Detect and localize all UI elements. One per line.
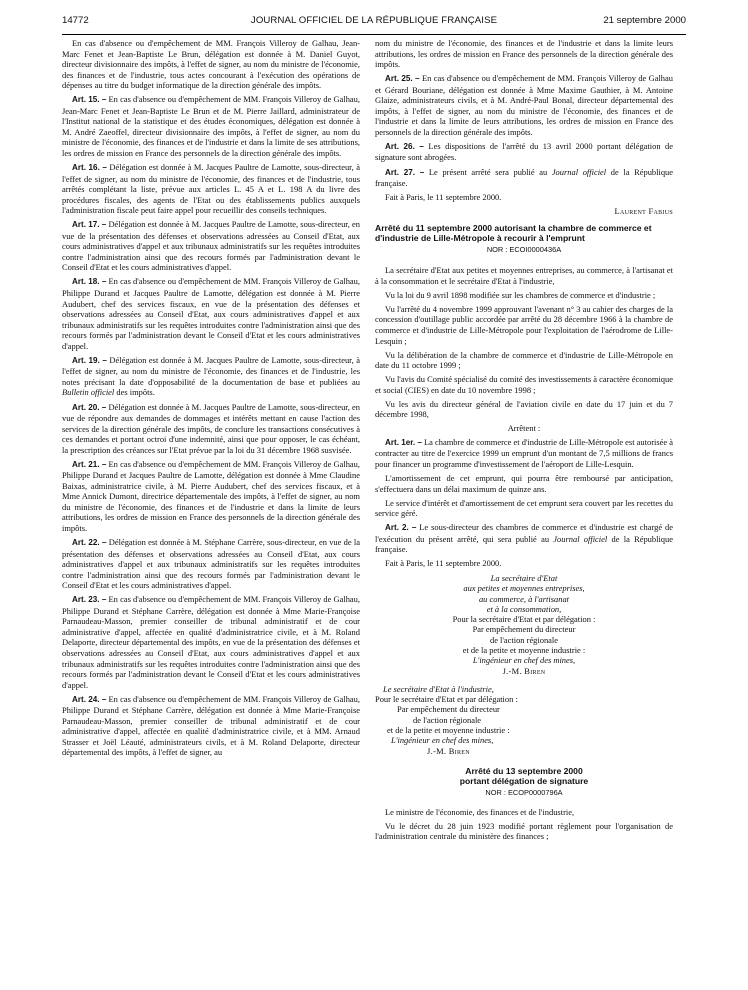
decree-article-2 [375,522,673,555]
article-text: Délégation est donnée à M. Jacques Paultre de Lamotte, sous-directeur, à l'effet de signer, au nom du ministre de l'économie, des finances et de l'industrie, tous arrêtés complétant la liste, prévue aux articles L. 45 A et L. 198 A du livre des procédures fiscales, des agents de l'Etat ou des établissements publics auxquels l'administration fiscale peut faire appel pour recueillir des conseils techniques. [62,162,360,216]
page-header [62,12,686,35]
signature-line: au commerce, à l'artisanat [478,593,570,604]
article-16 [62,162,360,216]
signature-block-2 [375,684,673,756]
article-26 [375,141,673,163]
decree-title [375,766,673,786]
article-text: Le présent arrêté sera publié au [424,166,552,177]
article-label: Art. 16. – [72,163,107,173]
article-text: Délégation est donnée à M. Jacques Paultre de Lamotte, sous-directeur, en vue de répondre aux demandes de dommages et intérêts mettant en cause l'action des services de la direction générale des impôts, de conclure les transactions consécutives à ces demandes et portant octroi d'une indemnité, ainsi que pour opposer, le cas échéant, la prescription des créances sur l'Etat prévue par la loi du 31 décembre 1968 susvisée. [62,401,360,455]
article-21 [62,459,360,534]
article-text: Les dispositions de l'arrêté du 13 avril 2000 portant délégation de signature sont abrogées. [375,140,673,163]
nor-reference: NOR : ECOI0000436A [486,244,562,254]
article-15 [62,94,360,158]
article-text: En cas d'absence ou d'empêchement de MM. François Villeroy de Galhau, Philippe Durand et Stéphane Carrère, délégation est donnée à Mme Marie-Françoise Parnaudeau-Masson, premier conseiller de tribunal administratif et de cour administrative d'appel, affectée en qualité d'administratrice civile, et à MM. Arnaud Strasser et Joël Léauté, administrateurs civils, et à M. Roland Delaporte, directeur départemental des impôts, à l'effet de signer, au [62,693,360,758]
signatory-name: J.-M. Biren [427,745,470,756]
article-label: Art. 24. – [72,694,107,704]
article-24 [62,694,360,758]
article-text: Délégation est donnée à M. Stéphane Carrère, sous-directeur, en vue de la présentation des défenses et observations adressées au Conseil d'Etat, aux cours administratives d'appel et aux tribunaux administratifs sur les requêtes introduites contre l'administration ainsi que des recours formés par l'administration devant le Conseil d'Etat et les cours administratives d'appel. [62,537,360,591]
signature-line: et de la petite et moyenne industrie : [462,645,586,655]
signature-line: Par empêchement du directeur [472,624,576,635]
signature-line: Par empêchement du directeur [397,704,500,715]
signature-line: aux petites et moyennes entreprises, [463,583,585,594]
paragraph: Vu l'avis du Comité spécialisé du comité des investissements à caractère économique et social (CIES) en date du 10 novembre 1998 ; [375,374,673,395]
article-label: Art. 23. – [72,595,107,605]
paragraph: Vu l'arrêté du 4 novembre 1999 approuvant l'avenant n° 3 au cahier des charges de la concession d'outillage public accordée par arrêté du 28 décembre 1966 à la chambre de commerce et d'industrie de Lille-Métropole pour l'exploitation de l'aérodrome de Lille-Lesquin ; [375,303,673,346]
signature-date: Fait à Paris, le 11 septembre 2000. [385,192,502,203]
article-text: des impôts. [114,387,155,398]
article-text: de la République française. [375,166,673,189]
article-text: Délégation est donnée à M. Jacques Paultre de Lamotte, sous-directeur, en vue de la présentation des défenses et observations adressées au Conseil d'Etat, aux cours administratives d'appel et aux tribunaux administratifs sur les requêtes introduites contre l'administration ainsi que des recours formés par l'administration devant le Conseil d'Etat et les cours administratives d'appel. [62,219,360,273]
arretent-heading: Arrêtent : [507,423,541,434]
article-20 [62,402,360,456]
paragraph: Vu le décret du 28 juin 1923 modifié portant règlement pour l'organisation de l'administration centrale du ministère des finances ; [375,820,673,842]
signature-line: Pour la secrétaire d'Etat et par délégation : [452,614,596,625]
paragraph: Vu la délibération de la chambre de commerce et d'industrie de Lille-Métropole en date du 11 octobre 1999 ; [375,349,673,371]
signatory-name: Laurent Fabius [614,206,673,217]
article-label: Art. 26. – [385,141,424,151]
right-column [375,38,673,980]
article-label: Art. 21. – [72,459,107,469]
article-label: Art. 19. – [72,355,107,365]
signature-line: de l'action régionale [489,634,559,645]
signature-line: de l'action régionale [413,714,482,725]
paragraph: En cas d'absence ou d'empêchement de MM. François Villeroy de Galhau, Jean-Marc Fenet et Jean-Baptiste Le Brun, délégation est donnée à M. Daniel Guyot, directeur divisionnaire des impôts, à l'effet de signer, au nom du ministre de l'économie, des finances et de l'industrie, tous actes concourant à l'exécution des opérations de dépenses au titre du budget informatique de la direction générale des impôts. [62,38,360,91]
signature-date: Fait à Paris, le 11 septembre 2000. [385,558,502,569]
signature-line: La secrétaire d'Etat [490,572,558,583]
article-label: Art. 15. – [72,95,107,105]
nor-reference: NOR : ECOP0000796A [485,787,563,797]
decree-title-line: portant délégation de signature [459,775,589,786]
left-column [62,38,360,980]
paragraph: Le service d'intérêt et d'amortissement de cet emprunt sera couvert par les recettes du service géré. [375,497,673,519]
article-label: Art. 1er. – [385,437,422,447]
page-number: 14772 [62,15,89,26]
paragraph-continuation: nom du ministre de l'économie, des finances et de l'industrie et dans la limite leurs attributions, les ordres de mission en France des personnels de la direction générale des impôts. [375,38,673,70]
decree-title-line: Arrêté du 13 septembre 2000 [465,765,583,776]
signature-line: et de la petite et moyenne industrie : [387,725,510,736]
article-text: En cas d'absence ou d'empêchement de MM. François Villeroy de Galhau, Philippe Durand et Stéphane Carrère, délégation est donnée à Mme Marie-Françoise Parnaudeau-Masson, premier conseiller de tribunal administratif et de cour administrative d'appel, affectée en qualité d'administratrice civile, et à M. Roland Delaporte, directeur départemental des impôts, en vue de la présentation des défenses et observations adressées au Conseil d'Etat, aux cours administratives d'appel et aux tribunaux administratifs sur les requêtes introduites contre l'administration ainsi que des recours formés par l'administration devant le Conseil d'Etat et les cours administratives d'appel. [62,594,360,690]
bulletin-officiel-reference: Bulletin officiel [62,387,115,398]
decree-article-1 [375,437,673,470]
article-text: En cas d'absence ou d'empêchement de MM. François Villeroy de Galhau et Gérard Bouriane, délégation est donnée à Mme Maxime Gauthier, à M. Antoine Glaize, administrateurs civils, et à M. André-Paul Bonal, directeur départemental des impôts, à l'effet de signer, au nom du ministre de l'économie, des finances et de l'industrie et dans la limite de leurs attributions, les ordres de mission en France des personnels de la direction générale des impôts. [375,73,673,137]
article-17 [62,219,360,273]
signature-line: et à la consommation, [486,603,562,614]
publication-date: 21 septembre 2000 [603,15,686,26]
article-23 [62,594,360,690]
signature-line: Pour le secrétaire d'Etat et par délégation : [375,694,518,705]
article-19 [62,355,360,398]
decree-title: Arrêté du 11 septembre 2000 autorisant la chambre de commerce et d'industrie de Lille-Métropole à recourir à l'emprunt [375,222,652,243]
article-text: Le sous-directeur des chambres de commerce et d'industrie est chargé de l'exécution du présent arrêté, qui sera publié au [375,522,673,544]
article-text: Délégation est donnée à M. Jacques Paultre de Lamotte, sous-directeur, à l'effet de signer, au nom du ministre de l'économie, des finances et de l'industrie, les notes précisant la date d'opposabilité de la documentation de base et publiées au [62,354,360,387]
paragraph: Vu la loi du 9 avril 1898 modifiée sur les chambres de commerce et d'industrie ; [385,289,656,300]
article-label: Art. 2. – [385,523,417,533]
journal-officiel-reference: Journal officiel [551,166,607,177]
article-22 [62,537,360,591]
paragraph: La secrétaire d'Etat aux petites et moyennes entreprises, au commerce, à l'artisanat et à la consommation et le secrétaire d'Etat à l'industrie, [375,265,673,286]
article-text: La chambre de commerce et d'industrie de Lille-Métropole est autorisée à contracter au titre de l'exercice 1999 un emprunt d'un montant de 7,5 millions de francs pour financer un programme d'investissement de l'aéroport de Lille-Lesquin. [375,436,673,469]
paragraph: L'amortissement de cet emprunt, qui pourra être remboursé par anticipation, s'effectuera dans un délai maximum de quinze ans. [375,473,673,494]
signature-line: L'ingénieur en chef des mines, [472,655,576,666]
journal-title: JOURNAL OFFICIEL DE LA RÉPUBLIQUE FRANÇAISE [250,15,498,26]
journal-officiel-reference: Journal officiel [553,533,608,544]
signature-line: Le secrétaire d'Etat à l'industrie, [383,683,494,694]
signatory-name: J.-M. Biren [502,665,546,676]
article-18 [62,276,360,351]
article-27 [375,167,673,189]
paragraph: Vu les avis du directeur général de l'aviation civile en date du 17 juin et du 7 décembre 1998, [375,398,673,420]
article-label: Art. 18. – [72,277,107,287]
article-label: Art. 22. – [72,538,107,548]
article-label: Art. 17. – [72,220,107,230]
article-text: de la République française. [375,533,673,555]
article-label: Art. 27. – [385,167,425,177]
article-25 [375,73,673,137]
article-text: En cas d'absence ou d'empêchement de MM. François Villeroy de Galhau, Philippe Durand et Jacques Paultre de Lamotte, délégation est donnée à M. Pierre Audubert, chef des services fiscaux, en vue de la présentation des défenses et observations adressées au Conseil d'Etat, aux cours administratives d'appel et aux tribunaux administratifs sur les requêtes introduites contre l'administration ainsi que des recours formés par l'administration devant le Conseil d'Etat et les cours administratives d'appel. [62,276,360,351]
signature-line: L'ingénieur en chef des mines, [391,735,494,746]
signature-block-1 [375,573,673,676]
article-text: En cas d'absence ou d'empêchement de MM. François Villeroy de Galhau, Jean-Marc Fenet et Jean-Baptiste Le Brun et de M. Pierre Jaillard, administrateur de l'Institut national de la statistique et des études économiques, délégation est donnée à M. André Zaeoffel, directeur divisionnaire des impôts, à l'effet de signer, au nom du ministre de l'économie, des finances et de l'industrie et dans la limite de ses attributions, les ordres de mission en France des personnels de la direction générale des impôts. [62,94,360,158]
article-text: En cas d'absence ou d'empêchement de MM. François Villeroy de Galhau, Philippe Durand et Jacques Paultre de Lamotte, délégation est donnée à Mme Claudine Baixas, administratrice civile, à M. Pierre Audubert, chef des services fiscaux, et à Mme Annick Dumont, directrice départementale des impôts, à l'effet de signer, au nom du ministre de l'économie, des finances et de l'industrie et dans la limite de leurs attributions, les ordres de mission en France des personnels de la direction générale des impôts. [62,458,360,534]
article-label: Art. 25. – [385,74,420,84]
paragraph: Le ministre de l'économie, des finances et de l'industrie, [385,806,575,817]
article-label: Art. 20. – [72,402,107,412]
